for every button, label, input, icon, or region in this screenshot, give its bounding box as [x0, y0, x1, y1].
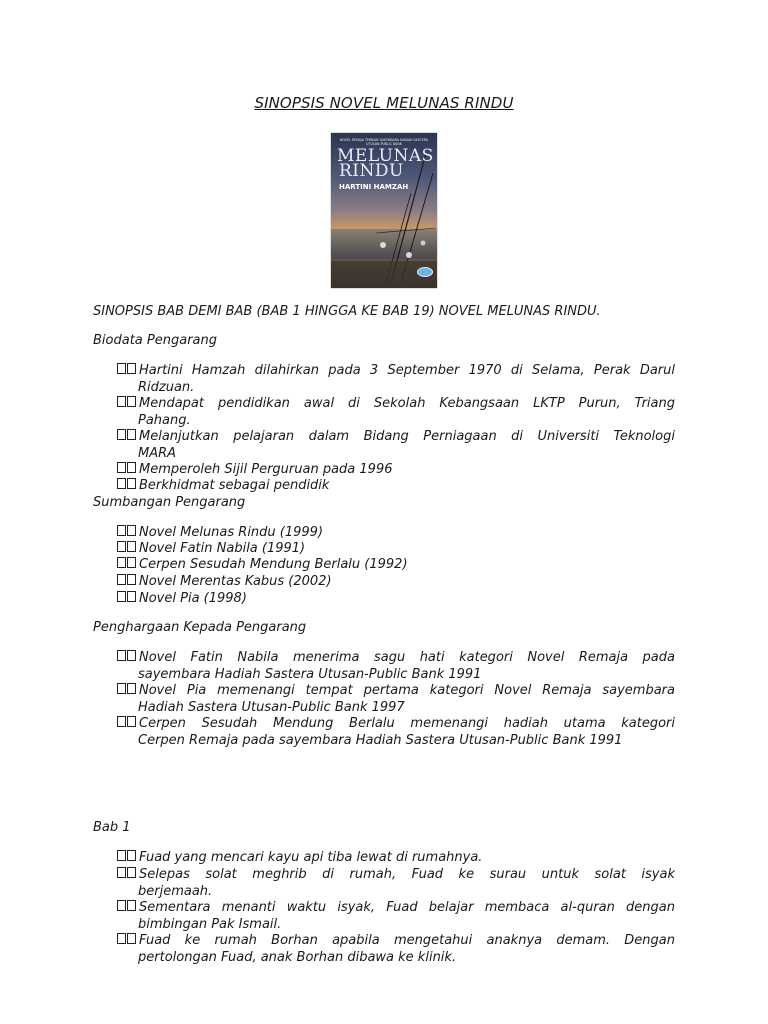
bullet-icon: [117, 363, 139, 375]
bullet-icon: [117, 541, 139, 553]
biodata-item: Mendapat pendidikan awal di Sekolah Kebangsaan LKTP Purun, Triang Pahang.: [117, 396, 675, 429]
book-cover-image: [331, 133, 437, 288]
bullet-icon: [117, 933, 139, 945]
bullet-icon: [117, 396, 139, 408]
sumbangan-heading: Sumbangan Pengarang: [93, 495, 246, 510]
penghargaan-item: Novel Pia memenangi tempat pertama kategori Novel Remaja sayembara Hadiah Sastera Utusan-Public Bank 1997: [117, 683, 675, 716]
bullet-icon: [117, 557, 139, 569]
cover-top-text: NOVEL REMAJA TERBAIK SAYEMBARA HADIAH SASTERA UTUSAN-PUBLIC BANK: [339, 138, 429, 146]
bullet-icon: [117, 462, 139, 474]
cover-author: HARTINI HAMZAH: [339, 183, 409, 191]
penghargaan-heading: Penghargaan Kepada Pengarang: [93, 620, 307, 635]
cover-badge-icon: [417, 267, 433, 277]
bab1-item: Fuad yang mencari kayu api tiba lewat di rumahnya.: [117, 850, 675, 867]
sumbangan-item: Novel Melunas Rindu (1999): [117, 525, 675, 542]
page-title: SINOPSIS NOVEL MELUNAS RINDU: [254, 94, 514, 112]
bab1-item: Selepas solat meghrib di rumah, Fuad ke surau untuk solat isyak berjemaah.: [117, 867, 675, 900]
biodata-item: Berkhidmat sebagai pendidik: [117, 478, 675, 495]
bullet-icon: [117, 850, 139, 862]
penghargaan-item: Cerpen Sesudah Mendung Berlalu memenangi hadiah utama kategori Cerpen Remaja pada sayembara Hadiah Sastera Utusan-Public Bank 1991: [117, 716, 675, 749]
bullet-icon: [117, 525, 139, 537]
bullet-icon: [117, 574, 139, 586]
sumbangan-item: Novel Pia (1998): [117, 591, 675, 608]
bullet-icon: [117, 478, 139, 490]
sumbangan-item: Novel Fatin Nabila (1991): [117, 541, 675, 558]
cover-title-line1: MELUNAS: [337, 146, 434, 166]
bullet-icon: [117, 900, 139, 912]
bab1-heading: Bab 1: [93, 820, 131, 835]
bullet-icon: [117, 429, 139, 441]
cover-title-line2: RINDU: [339, 161, 404, 181]
biodata-heading: Biodata Pengarang: [93, 333, 217, 348]
bullet-icon: [117, 683, 139, 695]
biodata-item: Memperoleh Sijil Perguruan pada 1996: [117, 462, 675, 479]
biodata-item: Melanjutkan pelajaran dalam Bidang Perniagaan di Universiti Teknologi MARA: [117, 429, 675, 462]
bab1-item: Fuad ke rumah Borhan apabila mengetahui anaknya demam. Dengan pertolongan Fuad, anak Borhan dibawa ke klinik.: [117, 933, 675, 966]
sumbangan-item: Novel Merentas Kabus (2002): [117, 574, 675, 591]
bullet-icon: [117, 716, 139, 728]
intro-text: SINOPSIS BAB DEMI BAB (BAB 1 HINGGA KE BAB 19) NOVEL MELUNAS RINDU.: [93, 304, 601, 319]
biodata-item: Hartini Hamzah dilahirkan pada 3 September 1970 di Selama, Perak Darul Ridzuan.: [117, 363, 675, 396]
bullet-icon: [117, 591, 139, 603]
bullet-icon: [117, 867, 139, 879]
penghargaan-item: Novel Fatin Nabila menerima sagu hati kategori Novel Remaja pada sayembara Hadiah Sastera Utusan-Public Bank 1991: [117, 650, 675, 683]
bab1-item: Sementara menanti waktu isyak, Fuad belajar membaca al-quran dengan bimbingan Pak Ismail.: [117, 900, 675, 933]
cover-title: [337, 146, 434, 181]
bullet-icon: [117, 650, 139, 662]
sumbangan-item: Cerpen Sesudah Mendung Berlalu (1992): [117, 557, 675, 574]
